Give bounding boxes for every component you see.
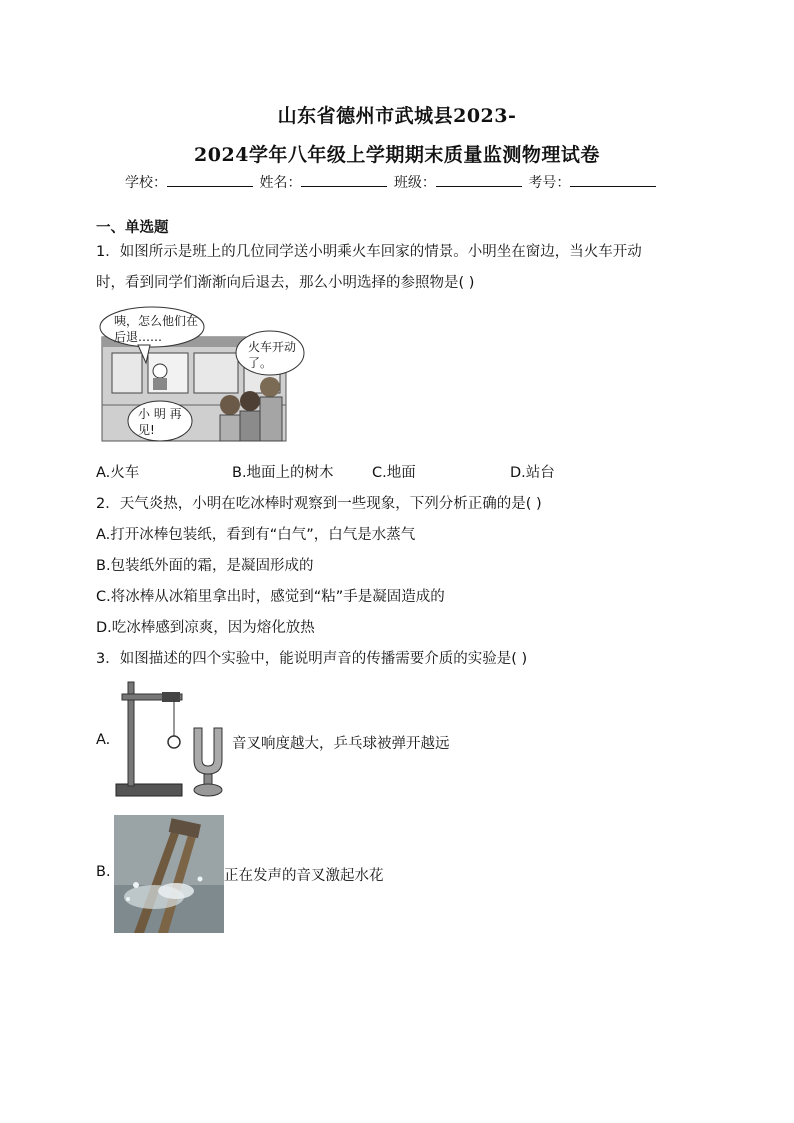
- name-label: 姓名：: [259, 175, 302, 191]
- bubble2-line2: 了。: [248, 356, 273, 370]
- q2-option-c[interactable]: C.将冰棒从冰箱里拿出时，感觉到“粘”手是凝固造成的: [96, 589, 445, 605]
- section-heading: 一、单选题: [96, 220, 169, 236]
- q3-option-b-text[interactable]: 正在发声的音叉激起水花: [224, 868, 384, 884]
- q1-option-d[interactable]: D.站台: [510, 465, 555, 481]
- bubble1-line2: 后退……: [114, 330, 163, 344]
- bubble1-line1: 咦，怎么他们在: [114, 314, 199, 328]
- q1-option-a[interactable]: A.火车: [96, 465, 140, 481]
- q1-option-b[interactable]: B.地面上的树木: [232, 465, 334, 481]
- class-label: 班级：: [393, 175, 436, 191]
- bubble3-line1: 小 明 再: [138, 407, 182, 421]
- school-label: 学校：: [125, 175, 167, 191]
- q3-option-a-letter[interactable]: A.: [96, 732, 111, 748]
- q1-stem-line2: 时，看到同学们渐渐向后退去，那么小明选择的参照物是( ): [96, 275, 475, 291]
- q1-stem-line1: 1．如图所示是班上的几位同学送小明乘火车回家的情景。小明坐在窗边，当火车开动: [96, 244, 642, 260]
- exam-title-line1: 山东省德州市武城县2023-: [277, 105, 517, 127]
- q1-option-c[interactable]: C.地面: [372, 465, 416, 481]
- q2-stem: 2．天气炎热，小明在吃冰棒时观察到一些现象，下列分析正确的是( ): [96, 496, 542, 512]
- tuning-fork-water-photo: [114, 815, 224, 933]
- q2-option-d[interactable]: D.吃冰棒感到凉爽，因为熔化放热: [96, 620, 315, 636]
- train-farewell-illustration: [98, 305, 308, 445]
- bubble3-line2: 见!: [138, 423, 155, 437]
- number-blank[interactable]: [570, 172, 656, 187]
- q3-stem: 3．如图描述的四个实验中，能说明声音的传播需要介质的实验是( ): [96, 651, 528, 667]
- class-blank[interactable]: [436, 172, 522, 187]
- tuning-fork-ball-figure: [112, 678, 232, 800]
- exam-title-line2: 2024学年八年级上学期期末质量监测物理试卷: [194, 144, 600, 166]
- q2-option-a[interactable]: A.打开冰棒包装纸，看到有“白气”，白气是水蒸气: [96, 527, 416, 543]
- name-blank[interactable]: [301, 172, 387, 187]
- student-info-row: [125, 172, 658, 192]
- q3-option-a-text[interactable]: 音叉响度越大，乒乓球被弹开越远: [232, 736, 450, 752]
- bubble2-line1: 火车开动: [248, 340, 297, 354]
- q2-option-b[interactable]: B.包装纸外面的霜，是凝固形成的: [96, 558, 314, 574]
- q3-option-b-letter[interactable]: B.: [96, 864, 111, 880]
- school-blank[interactable]: [167, 172, 253, 187]
- number-label: 考号：: [528, 175, 571, 191]
